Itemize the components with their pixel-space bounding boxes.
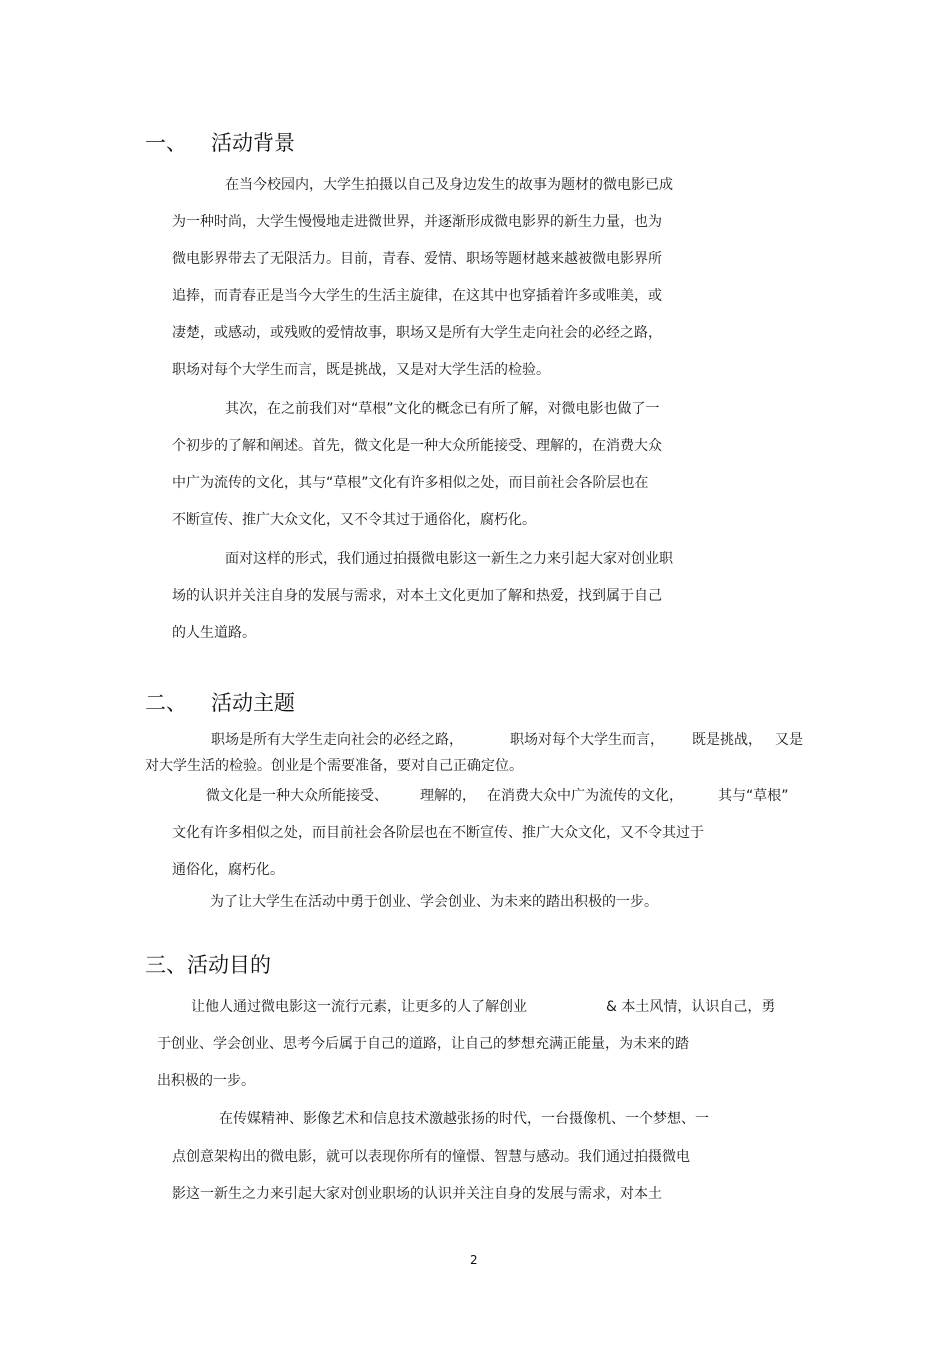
- section-heading-1: [145, 130, 345, 156]
- text-segment: 其与“草根”: [718, 788, 789, 804]
- section-title: 活动背景: [211, 131, 295, 155]
- paragraph-line: 于创业、学会创业、思考今后属于自己的道路，让自己的梦想充满正能量，为未来的踏: [157, 1036, 689, 1052]
- paragraph-line: 出积极的一步。: [157, 1073, 255, 1089]
- paragraph-line: 个初步的了解和阐述。首先，微文化是一种大众所能接受、理解的，在消费大众: [172, 438, 662, 454]
- paragraph-line: 通俗化，腐朽化。: [172, 862, 284, 878]
- section-number: 二、: [145, 691, 187, 715]
- paragraph-line: 为一种时尚，大学生慢慢地走进微世界，并逐渐形成微电影界的新生力量，也为: [172, 214, 662, 230]
- paragraph-line: 追捧，而青春正是当今大学生的生活主旋律，在这其中也穿插着许多或唯美，或: [172, 288, 662, 304]
- paragraph-line: 职场对每个大学生而言，既是挑战，又是对大学生活的检验。: [172, 362, 550, 378]
- paragraph-line: 对大学生活的检验。创业是个需要准备，要对自己正确定位。: [145, 758, 523, 774]
- paragraph-line: 为了让大学生在活动中勇于创业、学会创业、为未来的踏出积极的一步。: [210, 894, 658, 910]
- text-segment: & 本土风情，认识自己，勇: [606, 999, 776, 1015]
- section-title: 三、活动目的: [145, 953, 271, 977]
- paragraph-line: 中广为流传的文化，其与“草根”文化有许多相似之处，而目前社会各阶层也在: [172, 475, 649, 491]
- text-segment: 微文化是一种大众所能接受、: [206, 788, 388, 804]
- paragraph-line: 在传媒精神、影像艺术和信息技术激越张扬的时代，一台摄像机、一个梦想、一: [219, 1111, 709, 1127]
- text-segment: 理解的，: [420, 788, 476, 804]
- text-segment: 职场是所有大学生走向社会的必经之路，: [211, 732, 463, 748]
- paragraph-line: 凄楚，或感动，或残败的爱情故事，职场又是所有大学生走向社会的必经之路，: [172, 325, 662, 341]
- text-segment: 又是: [775, 732, 803, 748]
- paragraph-line: 的人生道路。: [172, 625, 256, 641]
- paragraph-line: 面对这样的形式，我们通过拍摄微电影这一新生之力来引起大家对创业职: [225, 551, 673, 567]
- paragraph-line: 其次，在之前我们对“草根”文化的概念已有所了解，对微电影也做了一: [225, 401, 660, 417]
- page-number: 2: [470, 1253, 478, 1267]
- paragraph-line: 场的认识并关注自身的发展与需求，对本土文化更加了解和热爱，找到属于自己: [172, 588, 662, 604]
- paragraph-line: 微电影界带去了无限活力。目前，青春、爱情、职场等题材越来越被微电影界所: [172, 251, 662, 267]
- section-title: 活动主题: [211, 691, 295, 715]
- section-number: 一、: [145, 131, 187, 155]
- text-segment: 让他人通过微电影这一流行元素，让更多的人了解创业: [191, 999, 527, 1015]
- paragraph-line: 影这一新生之力来引起大家对创业职场的认识并关注自身的发展与需求，对本土: [172, 1186, 662, 1202]
- text-segment: 既是挑战，: [692, 732, 762, 748]
- text-segment: 在消费大众中广为流传的文化，: [487, 788, 683, 804]
- text-segment: 职场对每个大学生而言，: [510, 732, 664, 748]
- paragraph-line: 不断宣传、推广大众文化，又不令其过于通俗化，腐朽化。: [172, 512, 536, 528]
- section-heading-3: [145, 952, 271, 978]
- paragraph-line: 在当今校园内，大学生拍摄以自己及身边发生的故事为题材的微电影已成: [225, 177, 673, 193]
- paragraph-line: 文化有许多相似之处，而目前社会各阶层也在不断宣传、推广大众文化，又不令其过于: [172, 825, 704, 841]
- section-heading-2: [145, 690, 345, 716]
- paragraph-line: 点创意架构出的微电影，就可以表现你所有的憧憬、智慧与感动。我们通过拍摄微电: [172, 1149, 690, 1165]
